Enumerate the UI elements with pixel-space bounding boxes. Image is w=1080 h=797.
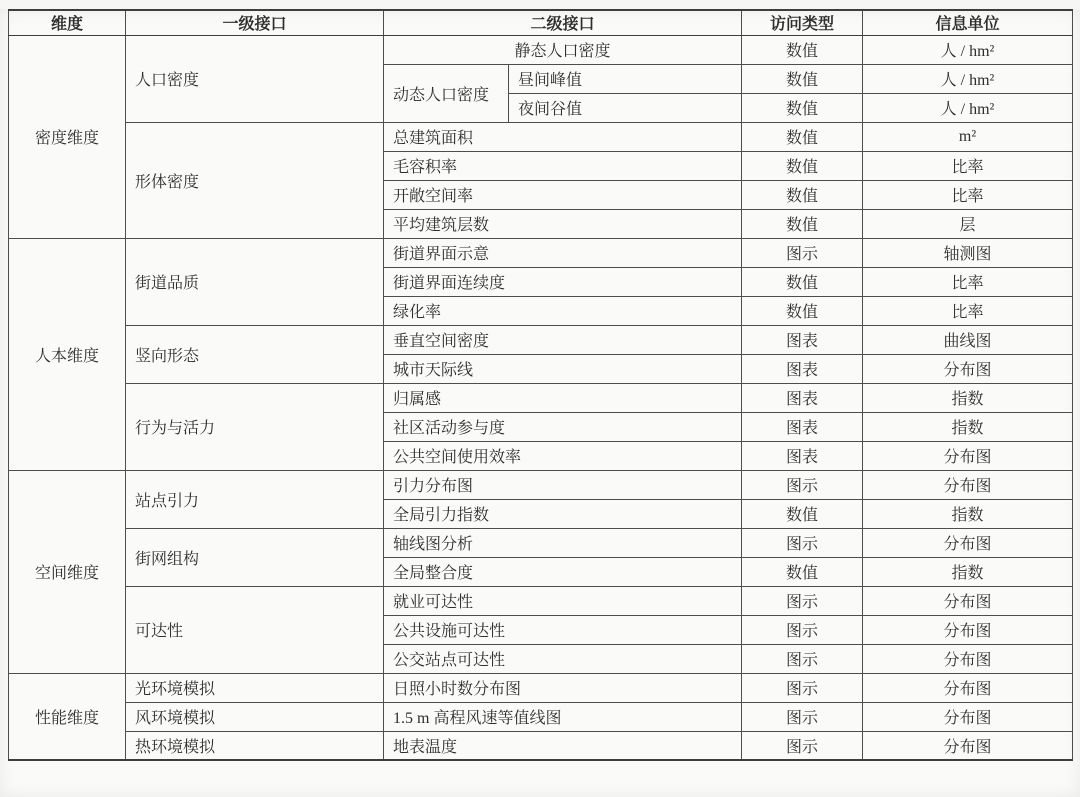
- cell-level2: 轴线图分析: [384, 528, 742, 557]
- cell-level2: 总建筑面积: [384, 122, 742, 151]
- cell-level2: 就业可达性: [384, 586, 742, 615]
- table-row: [9, 238, 1073, 267]
- cell-level2: 开敞空间率: [384, 180, 742, 209]
- cell-level1: 风环境模拟: [126, 702, 384, 731]
- cell-level1: 形体密度: [126, 122, 384, 238]
- cell-level2: 毛容积率: [384, 151, 742, 180]
- cell-unit: 指数: [863, 412, 1073, 441]
- cell-level2: 引力分布图: [384, 470, 742, 499]
- interface-spec-table: [8, 9, 1073, 761]
- cell-access: 图示: [742, 238, 863, 267]
- column-header: 维度: [9, 10, 126, 35]
- cell-access: 数值: [742, 35, 863, 64]
- cell-level2: 公交站点可达性: [384, 644, 742, 673]
- cell-level2: 全局整合度: [384, 557, 742, 586]
- cell-level2: 1.5 m 高程风速等值线图: [384, 702, 742, 731]
- table-row: [9, 702, 1073, 731]
- cell-level1: 竖向形态: [126, 325, 384, 383]
- cell-unit: m²: [863, 122, 1073, 151]
- cell-dimension: 人本维度: [9, 238, 126, 470]
- cell-level2: 静态人口密度: [384, 35, 742, 64]
- cell-access: 图示: [742, 731, 863, 760]
- table-row: [9, 325, 1073, 354]
- cell-access: 图示: [742, 528, 863, 557]
- cell-unit: 分布图: [863, 586, 1073, 615]
- cell-level2: 平均建筑层数: [384, 209, 742, 238]
- cell-access: 图示: [742, 586, 863, 615]
- cell-access: 数值: [742, 557, 863, 586]
- cell-unit: 指数: [863, 383, 1073, 412]
- cell-unit: 指数: [863, 499, 1073, 528]
- table-row: [9, 470, 1073, 499]
- table-body: [9, 35, 1073, 760]
- cell-dimension: 密度维度: [9, 35, 126, 238]
- cell-access: 图表: [742, 412, 863, 441]
- cell-unit: 分布图: [863, 441, 1073, 470]
- cell-level2: 社区活动参与度: [384, 412, 742, 441]
- cell-access: 图表: [742, 383, 863, 412]
- cell-dimension: 性能维度: [9, 673, 126, 760]
- table-row: [9, 673, 1073, 702]
- cell-unit: 指数: [863, 557, 1073, 586]
- cell-access: 图表: [742, 325, 863, 354]
- cell-level2: 绿化率: [384, 296, 742, 325]
- column-header: 二级接口: [384, 10, 742, 35]
- cell-unit: 分布图: [863, 470, 1073, 499]
- cell-level1: 光环境模拟: [126, 673, 384, 702]
- cell-level2: 全局引力指数: [384, 499, 742, 528]
- cell-access: 数值: [742, 180, 863, 209]
- cell-unit: 分布图: [863, 615, 1073, 644]
- column-header: 一级接口: [126, 10, 384, 35]
- cell-access: 图示: [742, 615, 863, 644]
- column-header: 访问类型: [742, 10, 863, 35]
- cell-access: 图示: [742, 702, 863, 731]
- cell-level1: 可达性: [126, 586, 384, 673]
- cell-dimension: 空间维度: [9, 470, 126, 673]
- cell-unit: 比率: [863, 151, 1073, 180]
- cell-access: 数值: [742, 93, 863, 122]
- cell-access: 数值: [742, 151, 863, 180]
- cell-level1: 街网组构: [126, 528, 384, 586]
- column-header: 信息单位: [863, 10, 1073, 35]
- table-row: [9, 731, 1073, 760]
- cell-level2: 地表温度: [384, 731, 742, 760]
- cell-unit: 人 / hm²: [863, 64, 1073, 93]
- cell-level2b: 昼间峰值: [509, 64, 742, 93]
- cell-access: 数值: [742, 499, 863, 528]
- cell-unit: 轴测图: [863, 238, 1073, 267]
- cell-access: 图示: [742, 673, 863, 702]
- cell-unit: 比率: [863, 267, 1073, 296]
- cell-level1: 人口密度: [126, 35, 384, 122]
- cell-access: 数值: [742, 122, 863, 151]
- cell-access: 图表: [742, 441, 863, 470]
- cell-level1: 热环境模拟: [126, 731, 384, 760]
- table-row: [9, 528, 1073, 557]
- table-header: [9, 10, 1073, 35]
- cell-level2: 公共设施可达性: [384, 615, 742, 644]
- document-page: [0, 9, 1080, 797]
- cell-unit: 分布图: [863, 644, 1073, 673]
- cell-unit: 分布图: [863, 528, 1073, 557]
- cell-access: 图示: [742, 644, 863, 673]
- cell-unit: 分布图: [863, 702, 1073, 731]
- cell-access: 图示: [742, 470, 863, 499]
- cell-level1: 站点引力: [126, 470, 384, 528]
- cell-unit: 比率: [863, 180, 1073, 209]
- cell-access: 图表: [742, 354, 863, 383]
- cell-level2: 公共空间使用效率: [384, 441, 742, 470]
- cell-level1: 行为与活力: [126, 383, 384, 470]
- cell-level2: 城市天际线: [384, 354, 742, 383]
- table-row: [9, 35, 1073, 64]
- cell-unit: 曲线图: [863, 325, 1073, 354]
- cell-level2: 街道界面示意: [384, 238, 742, 267]
- cell-access: 数值: [742, 64, 863, 93]
- cell-access: 数值: [742, 209, 863, 238]
- table-row: [9, 383, 1073, 412]
- cell-unit: 层: [863, 209, 1073, 238]
- cell-unit: 人 / hm²: [863, 93, 1073, 122]
- cell-unit: 分布图: [863, 731, 1073, 760]
- cell-level2: 动态人口密度: [384, 64, 509, 122]
- cell-level2: 日照小时数分布图: [384, 673, 742, 702]
- cell-unit: 分布图: [863, 673, 1073, 702]
- cell-level1: 街道品质: [126, 238, 384, 325]
- cell-level2: 街道界面连续度: [384, 267, 742, 296]
- table-row: [9, 122, 1073, 151]
- cell-access: 数值: [742, 267, 863, 296]
- cell-level2b: 夜间谷值: [509, 93, 742, 122]
- cell-access: 数值: [742, 296, 863, 325]
- cell-level2: 垂直空间密度: [384, 325, 742, 354]
- cell-level2: 归属感: [384, 383, 742, 412]
- cell-unit: 人 / hm²: [863, 35, 1073, 64]
- table-row: [9, 586, 1073, 615]
- cell-unit: 比率: [863, 296, 1073, 325]
- cell-unit: 分布图: [863, 354, 1073, 383]
